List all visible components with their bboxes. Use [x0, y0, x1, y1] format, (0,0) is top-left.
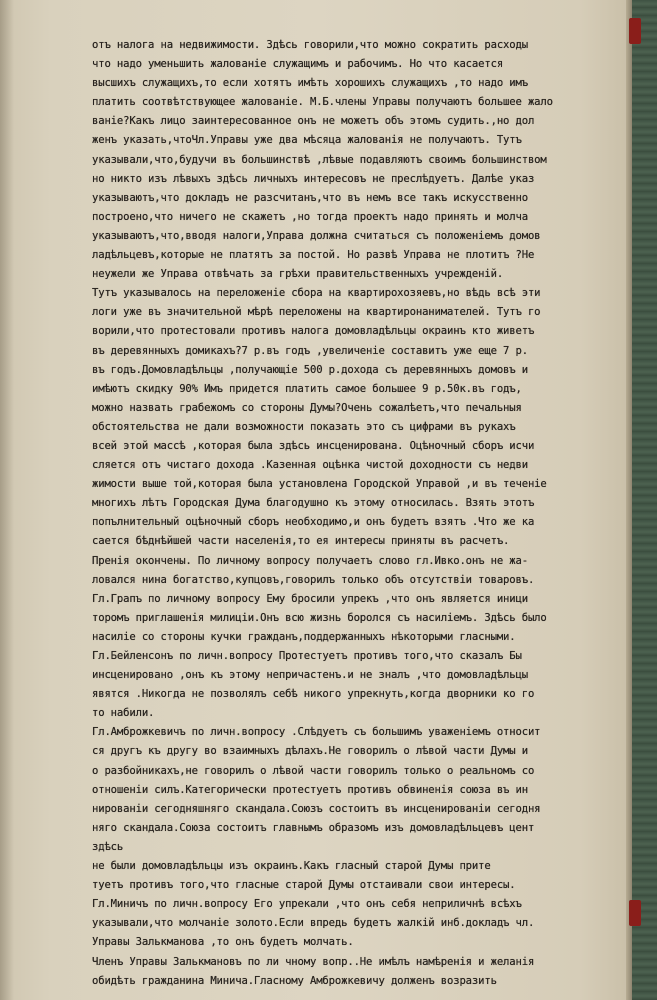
text-line: Членъ Управы Залькмановъ по ли чному вопр..Не имѣлъ намѣренія и желанія: [92, 955, 535, 968]
text-line: не были домовладѣльцы изъ окраинъ.Какъ гласный старой Думы прите: [92, 860, 491, 873]
text-line: жимости выше той,которая была установлена Городской Управой ,и въ теченіе: [92, 478, 547, 491]
text-line: Пренія окончены. По личному вопросу получаетъ слово гл.Ивко.онъ не жа-: [92, 554, 528, 567]
text-line: указывали,что молчаніе золото.Если впредь будетъ жалкій инб.докладъ чл.: [92, 917, 535, 930]
text-line: сляется отъ чистаго дохода .Казенная оцѣнка чистой доходности съ недви: [92, 459, 528, 472]
text-line: построено,что ничего не скажетъ ,но тогда проектъ надо принять и молча: [92, 210, 528, 223]
text-line: указываютъ,что,вводя налоги,Управа должна считаться съ положеніемъ домов: [92, 229, 541, 242]
text-line: Управы Залькманова ,то онъ будетъ молчать.: [92, 936, 354, 949]
text-line: няго скандала.Союза состоитъ главнымъ образомъ изъ домовладѣльцевъ цент: [92, 821, 535, 834]
text-line: Гл.Бейленсонъ по личн.вопросу Протестуетъ противъ того,что сказалъ Бы: [92, 650, 522, 662]
text-line: логи уже въ значительной мѣрѣ переложены на квартиронанимателей. Тутъ го: [92, 306, 541, 319]
text-line: туетъ противъ того,что гласные старой Думы отстаивали свои интересы.: [92, 879, 516, 892]
text-line: Гл.Амброжкевичъ по личн.вопросу .Слѣдуетъ съ большимъ уваженіемъ относит: [92, 726, 541, 739]
text-line: торомъ приглашенія милиціи.Онъ всю жизнь боролся съ насиліемъ. Здѣсь было: [92, 611, 547, 624]
text-line: нированіи сегодняшняго скандала.Союзъ состоитъ въ инсценированіи сегодня: [92, 802, 541, 815]
text-line: ся другъ къ другу во взаимныхъ дѣлахъ.Не говорилъ о лѣвой части Думы и: [92, 745, 528, 758]
book-spine: [632, 0, 657, 1000]
text-line: ладѣльцевъ,которые не платятъ за постой. Но развѣ Управа не плотитъ ?Не: [92, 249, 535, 262]
text-line: ваніе?Какъ лицо заинтересованное онъ не можетъ объ этомъ судить.,но дол: [92, 115, 535, 128]
text-line: ворили,что протестовали противъ налога домовладѣльцы окраинъ кто живетъ: [92, 325, 535, 338]
binding-shadow: [0, 0, 14, 1000]
text-line: но никто изъ лѣвыхъ здѣсь личныхъ интересовъ не преслѣдуетъ. Далѣе указ: [92, 172, 535, 185]
text-line: здѣсь: [92, 840, 124, 853]
text-line: явятся .Никогда не позволялъ себѣ никого упрекнуть,когда дворники ко го: [92, 688, 535, 701]
text-line: въ деревянныхъ домикахъ?7 р.въ годъ ,увеличеніе составитъ уже еще 7 р.: [92, 344, 528, 357]
text-line: указывали,что,будучи въ большинствѣ ,лѣвые подавляютъ своимъ большинством: [92, 153, 547, 166]
text-line: попълнительный оцѣночный сборъ необходимо,и онъ будетъ взятъ .Что же ка: [92, 516, 535, 529]
text-line: Тутъ указывалось на переложеніе сбора на квартирохозяевъ,но вѣдь всѣ эти: [92, 287, 541, 300]
text-line: то набили.: [92, 707, 155, 720]
text-line: обидѣть гражданина Минича.Гласному Амброжкевичу долженъ возразить: [92, 974, 497, 987]
text-line: что надо уменьшить жалованіе служащимъ и рабочимъ. Но что касается: [92, 58, 504, 71]
typewritten-text: [92, 36, 626, 991]
text-line: о разбойникахъ,не говорилъ о лѣвой части говорилъ только о реальномъ со: [92, 764, 535, 777]
text-line: ловался нина богатство,купцовъ,говорилъ только объ отсутствіи товаровъ.: [92, 573, 535, 586]
text-line: въ годъ.Домовладѣльцы ,получающіе 500 р.дохода съ деревянныхъ домовъ и: [92, 363, 528, 376]
text-line: имѣютъ скидку 90% Имъ придется платить самое большее 9 р.50к.въ годъ,: [92, 382, 522, 395]
text-line: всей этой массѣ ,которая была здѣсь инсценирована. Оцѣночный сборъ исчи: [92, 439, 535, 452]
text-line: Гл.Миничъ по личн.вопросу Его упрекали ,что онъ себя неприличнѣ всѣхъ: [92, 898, 522, 911]
text-line: обстоятельства не дали возможности показать это съ цифрами въ рукахъ: [92, 420, 516, 433]
text-line: высшихъ служащихъ,то если хотятъ имѣть хорошихъ служащихъ ,то надо имъ: [92, 77, 528, 90]
page-tab: [629, 18, 641, 44]
text-line: сается бѣднѣйшей части населенія,то ея интересы приняты въ расчетъ.: [92, 535, 510, 548]
text-line: указываютъ,что докладъ не разсчитанъ,что въ немъ все такъ искусственно: [92, 191, 528, 204]
text-line: женъ указать,чтоЧл.Управы уже два мѣсяца жалованія не получаютъ. Тутъ: [92, 134, 522, 147]
text-line: можно назвать грабежомъ со стороны Думы?Очень сожалѣетъ,что печальныя: [92, 401, 522, 414]
text-line: инсценировано ,онъ къ этому непричастенъ.и не зналъ ,что домовладѣльцы: [92, 669, 528, 682]
page-tab: [629, 900, 641, 926]
text-line: неужели же Управа отвѣчать за грѣхи правительственныхъ учрежденій.: [92, 268, 504, 281]
text-line: отъ налога на недвижимости. Здѣсь говорили,что можно сократить расходы: [92, 39, 528, 51]
text-line: Гл.Грапъ по личному вопросу Ему бросили упрекъ ,что онъ является иници: [92, 592, 528, 605]
text-line: отношеніи силъ.Категорически протестуетъ противъ обвиненія союза въ ин: [92, 783, 528, 796]
text-line: многихъ лѣтъ Городская Дума благодушно къ этому относилась. Взять этотъ: [92, 497, 535, 510]
text-line: насиліе со стороны кучки гражданъ,поддержанныхъ нѣкоторыми гласными.: [92, 630, 516, 643]
text-line: платить соотвѣтствующее жалованіе. М.Б.члены Управы получаютъ большее жало: [92, 96, 553, 109]
